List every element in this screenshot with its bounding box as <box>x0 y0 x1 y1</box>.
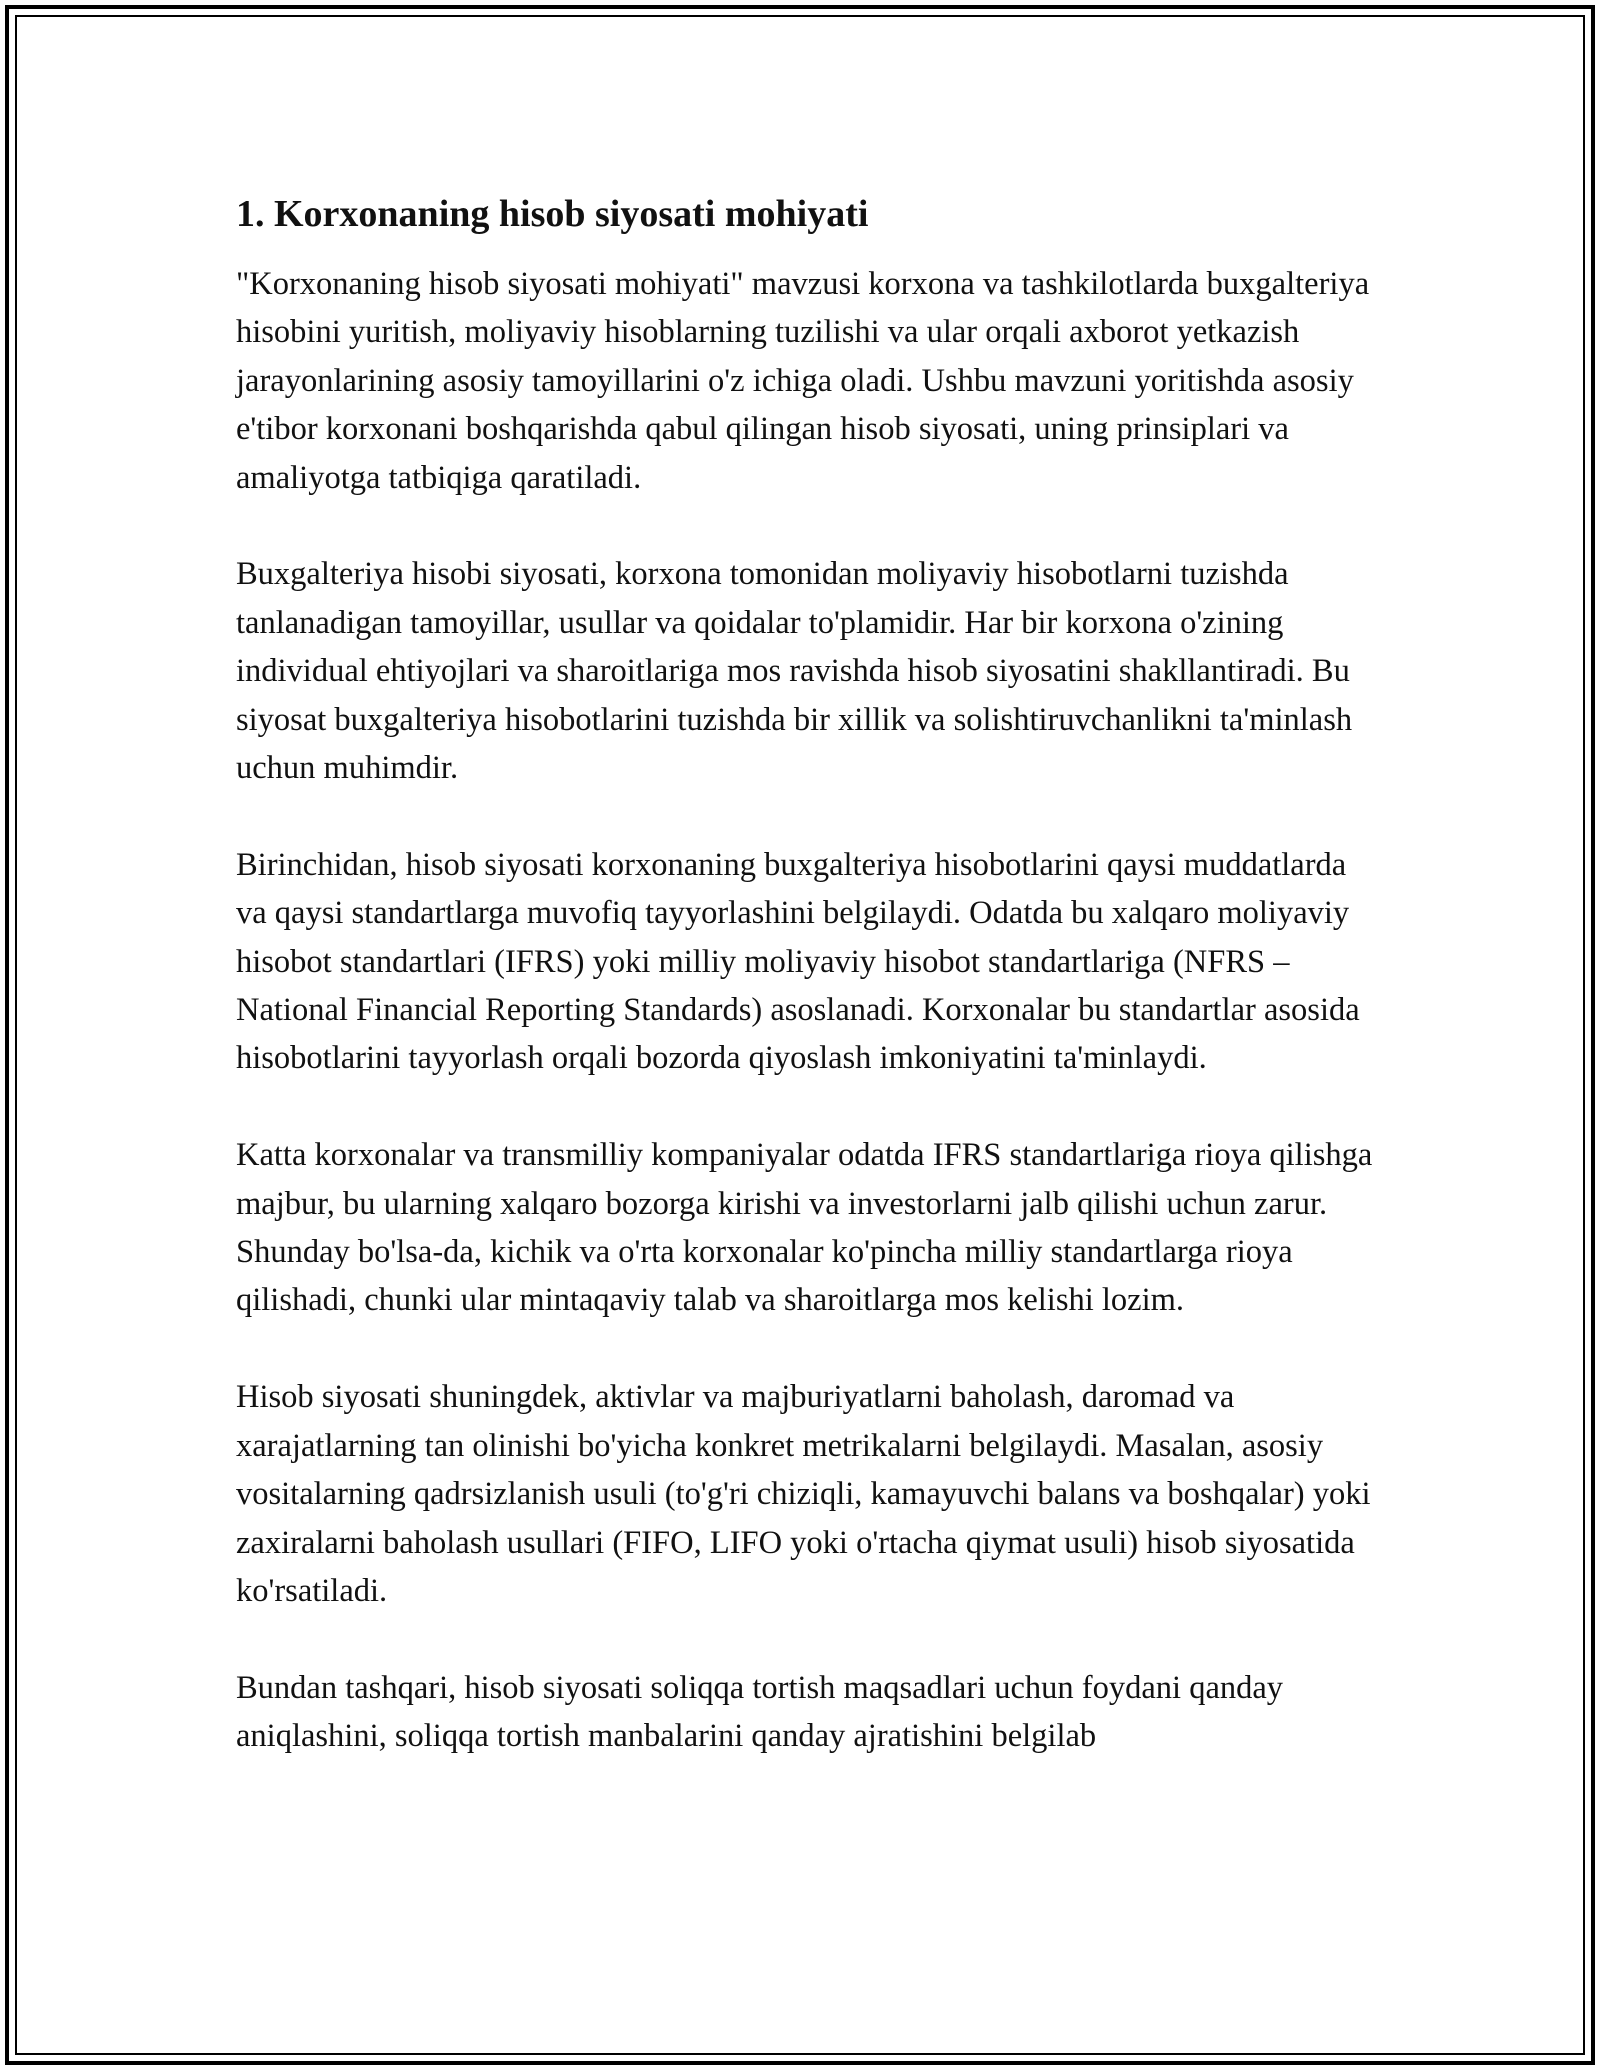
document-page <box>236 182 1376 1809</box>
paragraph: Hisob siyosati shuningdek, aktivlar va majburiyatlarni baholash, daromad va xarajatlarning tan olinishi bo'yicha konkret metrikalarni belgilaydi. Masalan, asosiy vositalarning qadrsizlanish usuli (to'g'ri chiziqli, kamayuvchi balans va boshqalar) yoki zaxiralarni baholash usullari (FIFO, LIFO yoki o'rtacha qiymat usuli) hisob siyosatida ko'rsatiladi. <box>236 1379 1371 1609</box>
paragraph: Bundan tashqari, hisob siyosati soliqqa tortish maqsadlari uchun foydani qanday aniqlashini, soliqqa tortish manbalarini qanday ajratishini belgilab <box>236 1669 1284 1755</box>
section-heading: 1. Korxonaning hisob siyosati mohiyati <box>236 193 869 235</box>
paragraph: "Korxonaning hisob siyosati mohiyati" mavzusi korxona va tashkilotlarda buxgalteriya hisobini yuritish, moliyaviy hisoblarning tuzilishi va ular orqali axborot yetkazish jarayonlarining asosiy tamoyillarini o'z ichiga oladi. Ushbu mavzuni yoritishda asosiy e'tibor korxonani boshqarishda qabul qilingan hisob siyosati, uning prinsiplari va amaliyotga tatbiqiga qaratiladi. <box>236 266 1370 496</box>
paragraph: Katta korxonalar va transmilliy kompaniyalar odatda IFRS standartlariga rioya qilishga majbur, bu ularning xalqaro bozorga kirishi va investorlarni jalb qilishi uchun zarur. Shunday bo'lsa-da, kichik va o'rta korxonalar ko'pincha milliy standartlarga rioya qilishadi, chunki ular mintaqaviy talab va sharoitlarga mos kelishi lozim. <box>236 1137 1373 1319</box>
paragraph: Buxgalteriya hisobi siyosati, korxona tomonidan moliyaviy hisobotlarni tuzishda tanlanadigan tamoyillar, usullar va qoidalar to'plamidir. Har bir korxona o'zining individual ehtiyojlari va sharoitlariga mos ravishda hisob siyosatini shakllantiradi. Bu siyosat buxgalteriya hisobotlarini tuzishda bir xillik va solishtiruvchanlikni ta'minlash uchun muhimdir. <box>236 556 1353 787</box>
paragraph: Birinchidan, hisob siyosati korxonaning buxgalteriya hisobotlarini qaysi muddatlarda va qaysi standartlarga muvofiq tayyorlashini belgilaydi. Odatda bu xalqaro moliyaviy hisobot standartlari (IFRS) yoki milliy moliyaviy hisobot standartlariga (NFRS – National Financial Reporting Standards) asoslanadi. Korxonalar bu standartlar asosida hisobotlarini tayyorlash orqali bozorda qiyoslash imkoniyatini ta'minlaydi. <box>236 846 1360 1077</box>
